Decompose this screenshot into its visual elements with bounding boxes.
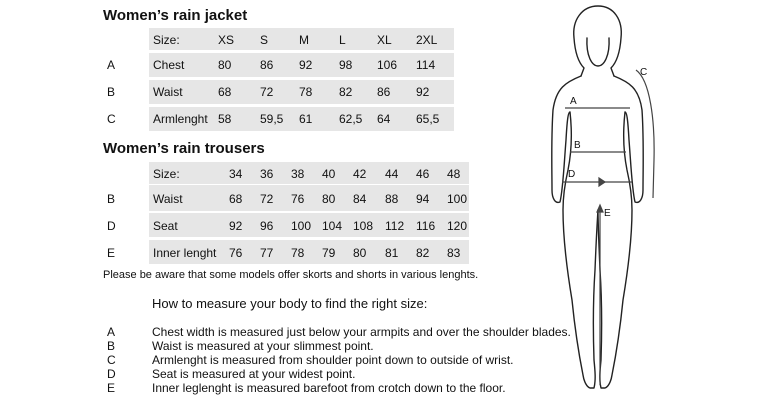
jacket-header-size: M <box>299 33 309 47</box>
measure-key: B <box>107 339 116 353</box>
measure-title: How to measure your body to find the right size: <box>152 296 428 311</box>
row-value: 72 <box>260 85 274 99</box>
arm-arc <box>636 70 654 198</box>
row-label: Waist <box>153 85 183 99</box>
row-value: 86 <box>377 85 391 99</box>
trousers-header-size: 46 <box>416 167 430 181</box>
trousers-header-label: Size: <box>153 167 180 181</box>
figure-label-a: A <box>570 96 577 107</box>
row-value: 86 <box>260 58 274 72</box>
trousers-header-size: 40 <box>322 167 336 181</box>
trousers-header-size: 48 <box>447 167 461 181</box>
row-value: 82 <box>339 85 353 99</box>
trousers-title: Women’s rain trousers <box>103 140 265 157</box>
row-value: 112 <box>385 219 405 233</box>
jacket-header-size: XS <box>218 33 235 47</box>
row-value: 94 <box>416 192 430 206</box>
measure-key: E <box>107 381 116 395</box>
row-value: 92 <box>416 85 430 99</box>
body-figure <box>530 0 670 403</box>
row-value: 81 <box>385 246 399 260</box>
body-left-outline <box>552 76 598 388</box>
row-value: 62,5 <box>339 112 363 126</box>
row-label: Seat <box>153 219 178 233</box>
row-key: E <box>107 246 116 260</box>
row-key: C <box>107 112 116 126</box>
row-label: Armlenght <box>153 112 208 126</box>
row-value: 79 <box>322 246 336 260</box>
row-key: B <box>107 85 116 99</box>
measure-key: C <box>107 353 116 367</box>
figure-label-c: C <box>640 67 648 78</box>
row-value: 92 <box>229 219 243 233</box>
row-value: 61 <box>299 112 313 126</box>
row-value: 96 <box>260 219 274 233</box>
row-value: 80 <box>218 58 232 72</box>
row-value: 104 <box>322 219 343 233</box>
row-value: 108 <box>353 219 374 233</box>
trousers-header-size: 44 <box>385 167 399 181</box>
row-value: 68 <box>229 192 243 206</box>
row-value: 114 <box>416 58 436 72</box>
measure-key: D <box>107 367 116 381</box>
row-value: 76 <box>291 192 305 206</box>
row-value: 98 <box>339 58 353 72</box>
measure-text: Chest width is measured just below your armpits and over the shoulder blades. <box>152 325 571 339</box>
row-value: 106 <box>377 58 398 72</box>
row-value: 65,5 <box>416 112 440 126</box>
row-value: 100 <box>447 192 468 206</box>
row-key: A <box>107 58 116 72</box>
row-value: 120 <box>447 219 468 233</box>
row-value: 64 <box>377 112 391 126</box>
row-label: Chest <box>153 58 185 72</box>
row-key: B <box>107 192 116 206</box>
row-value: 84 <box>353 192 367 206</box>
row-value: 88 <box>385 192 399 206</box>
measure-key: A <box>107 325 116 339</box>
row-key: D <box>107 219 116 233</box>
inseam-arrow-icon <box>597 205 603 212</box>
measure-text: Waist is measured at your slimmest point. <box>152 339 374 353</box>
row-label: Waist <box>153 192 183 206</box>
row-value: 100 <box>291 219 312 233</box>
trousers-header-size: 38 <box>291 167 305 181</box>
row-value: 78 <box>299 85 313 99</box>
jacket-header-size: L <box>339 33 346 47</box>
row-value: 83 <box>447 246 461 260</box>
jacket-header-label: Size: <box>153 33 180 47</box>
figure-label-e: E <box>604 208 611 219</box>
face-outline <box>587 38 609 66</box>
jacket-header-size: 2XL <box>416 33 438 47</box>
body-right-outline <box>598 76 643 388</box>
row-value: 116 <box>416 219 436 233</box>
trousers-header-size: 42 <box>353 167 367 181</box>
row-value: 58 <box>218 112 232 126</box>
figure-label-d: D <box>568 169 576 180</box>
jacket-header-size: S <box>260 33 269 47</box>
row-value: 77 <box>260 246 274 260</box>
models-note: Please be aware that some models offer skorts and shorts in various lenghts. <box>103 269 479 281</box>
row-value: 78 <box>291 246 305 260</box>
row-value: 92 <box>299 58 313 72</box>
measure-text: Inner leglenght is measured barefoot from crotch down to the floor. <box>152 381 506 395</box>
row-value: 80 <box>353 246 367 260</box>
row-value: 82 <box>416 246 430 260</box>
seat-arrow-icon <box>599 178 605 186</box>
trousers-header-size: 36 <box>260 167 274 181</box>
jacket-header-size: XL <box>377 33 392 47</box>
figure-label-b: B <box>574 140 581 151</box>
row-value: 80 <box>322 192 336 206</box>
measure-text: Seat is measured at your widest point. <box>152 367 356 381</box>
row-label: Inner lenght <box>153 246 217 260</box>
jacket-title: Women’s rain jacket <box>103 7 248 24</box>
row-value: 72 <box>260 192 274 206</box>
row-value: 59,5 <box>260 112 284 126</box>
row-value: 68 <box>218 85 232 99</box>
trousers-header-size: 34 <box>229 167 243 181</box>
measure-text: Armlenght is measured from shoulder point down to outside of wrist. <box>152 353 514 367</box>
row-value: 76 <box>229 246 243 260</box>
